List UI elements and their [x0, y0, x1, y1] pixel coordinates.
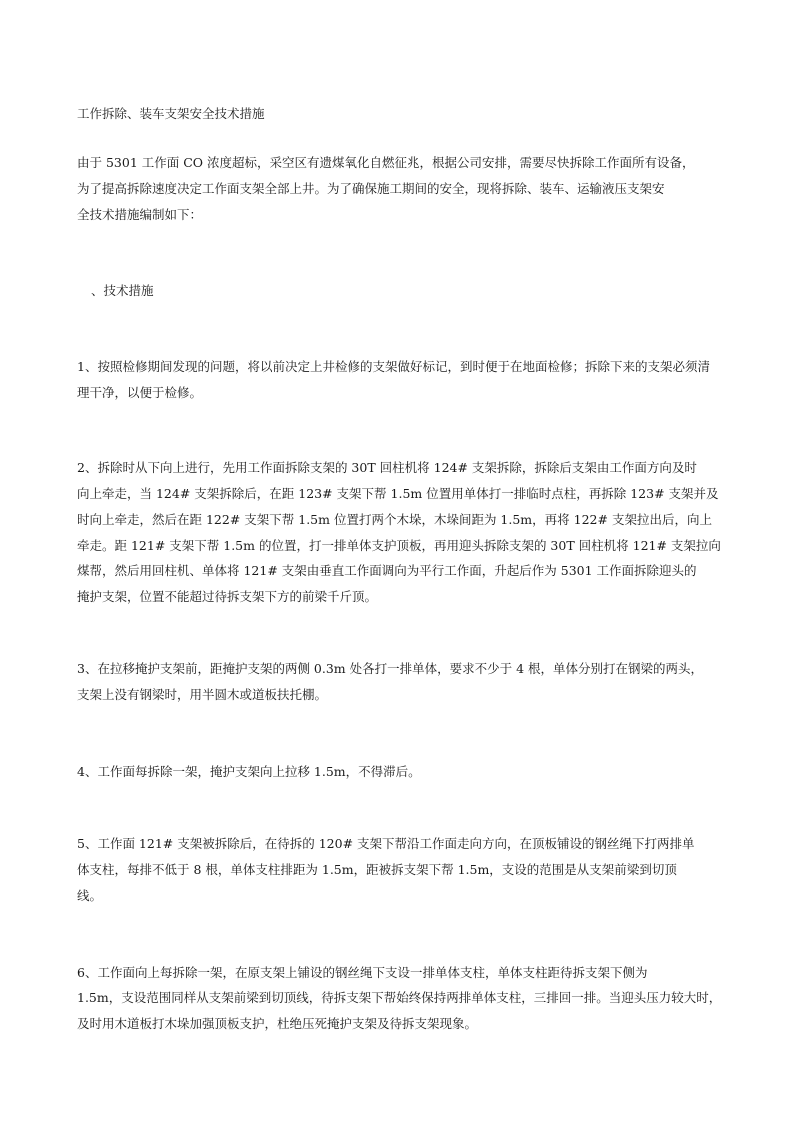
item-line: 6、工作面向上每拆除一架，在原支架上铺设的钢丝绳下支设一排单体支柱，单体支柱距待拆支架下侧为 — [77, 965, 648, 980]
item-line: 1、按照检修期间发现的问题，将以前决定上井检修的支架做好标记，到时便于在地面检修；拆除下来的支架必须清 — [77, 359, 710, 374]
item-line: 2、拆除时从下向上进行，先用工作面拆除支架的 30T 回柱机将 124# 支架拆除，拆除后支架由工作面方向及时 — [77, 460, 697, 475]
intro-line: 由于 5301 工作面 CO 浓度超标，采空区有遗煤氧化自燃征兆，根据公司安排，需要尽快拆除工作面所有设备， — [77, 155, 695, 170]
item-line: 支架上没有钢梁时，用半圆木或道板扶托棚。 — [77, 687, 328, 702]
item-line: 牵走。距 121# 支架下帮 1.5m 的位置，打一排单体支护顶板，再用迎头拆除支架的 30T 回柱机将 121# 支架拉向 — [77, 538, 721, 553]
document-title: 工作拆除、装车支架安全技术措施 — [77, 106, 265, 121]
item-line: 向上牵走，当 124# 支架拆除后，在距 123# 支架下帮 1.5m 位置用单体打一排临时点柱，再拆除 123# 支架并及 — [77, 486, 719, 501]
item-line: 线。 — [77, 888, 103, 903]
item-line: 理干净，以便于检修。 — [77, 385, 203, 400]
item-line: 5、工作面 121# 支架被拆除后，在待拆的 120# 支架下帮沿工作面走向方向，在顶板铺设的钢丝绳下打两排单 — [77, 836, 695, 851]
item-line: 及时用木道板打木垛加强顶板支护，杜绝压死掩护支架及待拆支架现象。 — [77, 1016, 478, 1031]
intro-line: 全技术措施编制如下： — [77, 207, 203, 222]
section-heading: 、技术措施 — [91, 283, 154, 298]
item-line: 时向上牵走，然后在距 122# 支架下帮 1.5m 位置打两个木垛，木垛间距为 1.5m，再将 122# 支架拉出后，向上 — [77, 512, 712, 527]
item-line: 3、在拉移掩护支架前，距掩护支架的两侧 0.3m 处各打一排单体，要求不少于 4 根，单体分别打在钢梁的两头， — [77, 661, 704, 676]
item-line: 体支柱，每排不低于 8 根，单体支柱排距为 1.5m，距被拆支架下帮 1.5m，支设的范围是从支架前梁到切顶 — [77, 862, 677, 877]
item-line: 1.5m，支设范围同样从支架前梁到切顶线，待拆支架下帮始终保持两排单体支柱，三排回一排。当迎头压力较大时， — [77, 990, 722, 1005]
item-line: 煤帮，然后用回柱机、单体将 121# 支架由垂直工作面调向为平行工作面，升起后作为 5301 工作面拆除迎头的 — [77, 563, 697, 578]
item-line: 4、工作面每拆除一架，掩护支架向上拉移 1.5m，不得滞后。 — [77, 764, 421, 779]
item-line: 掩护支架，位置不能超过待拆支架下方的前梁千斤顶。 — [77, 589, 378, 604]
intro-line: 为了提高拆除速度决定工作面支架全部上井。为了确保施工期间的安全，现将拆除、装车、运输液压支架安 — [77, 181, 665, 196]
